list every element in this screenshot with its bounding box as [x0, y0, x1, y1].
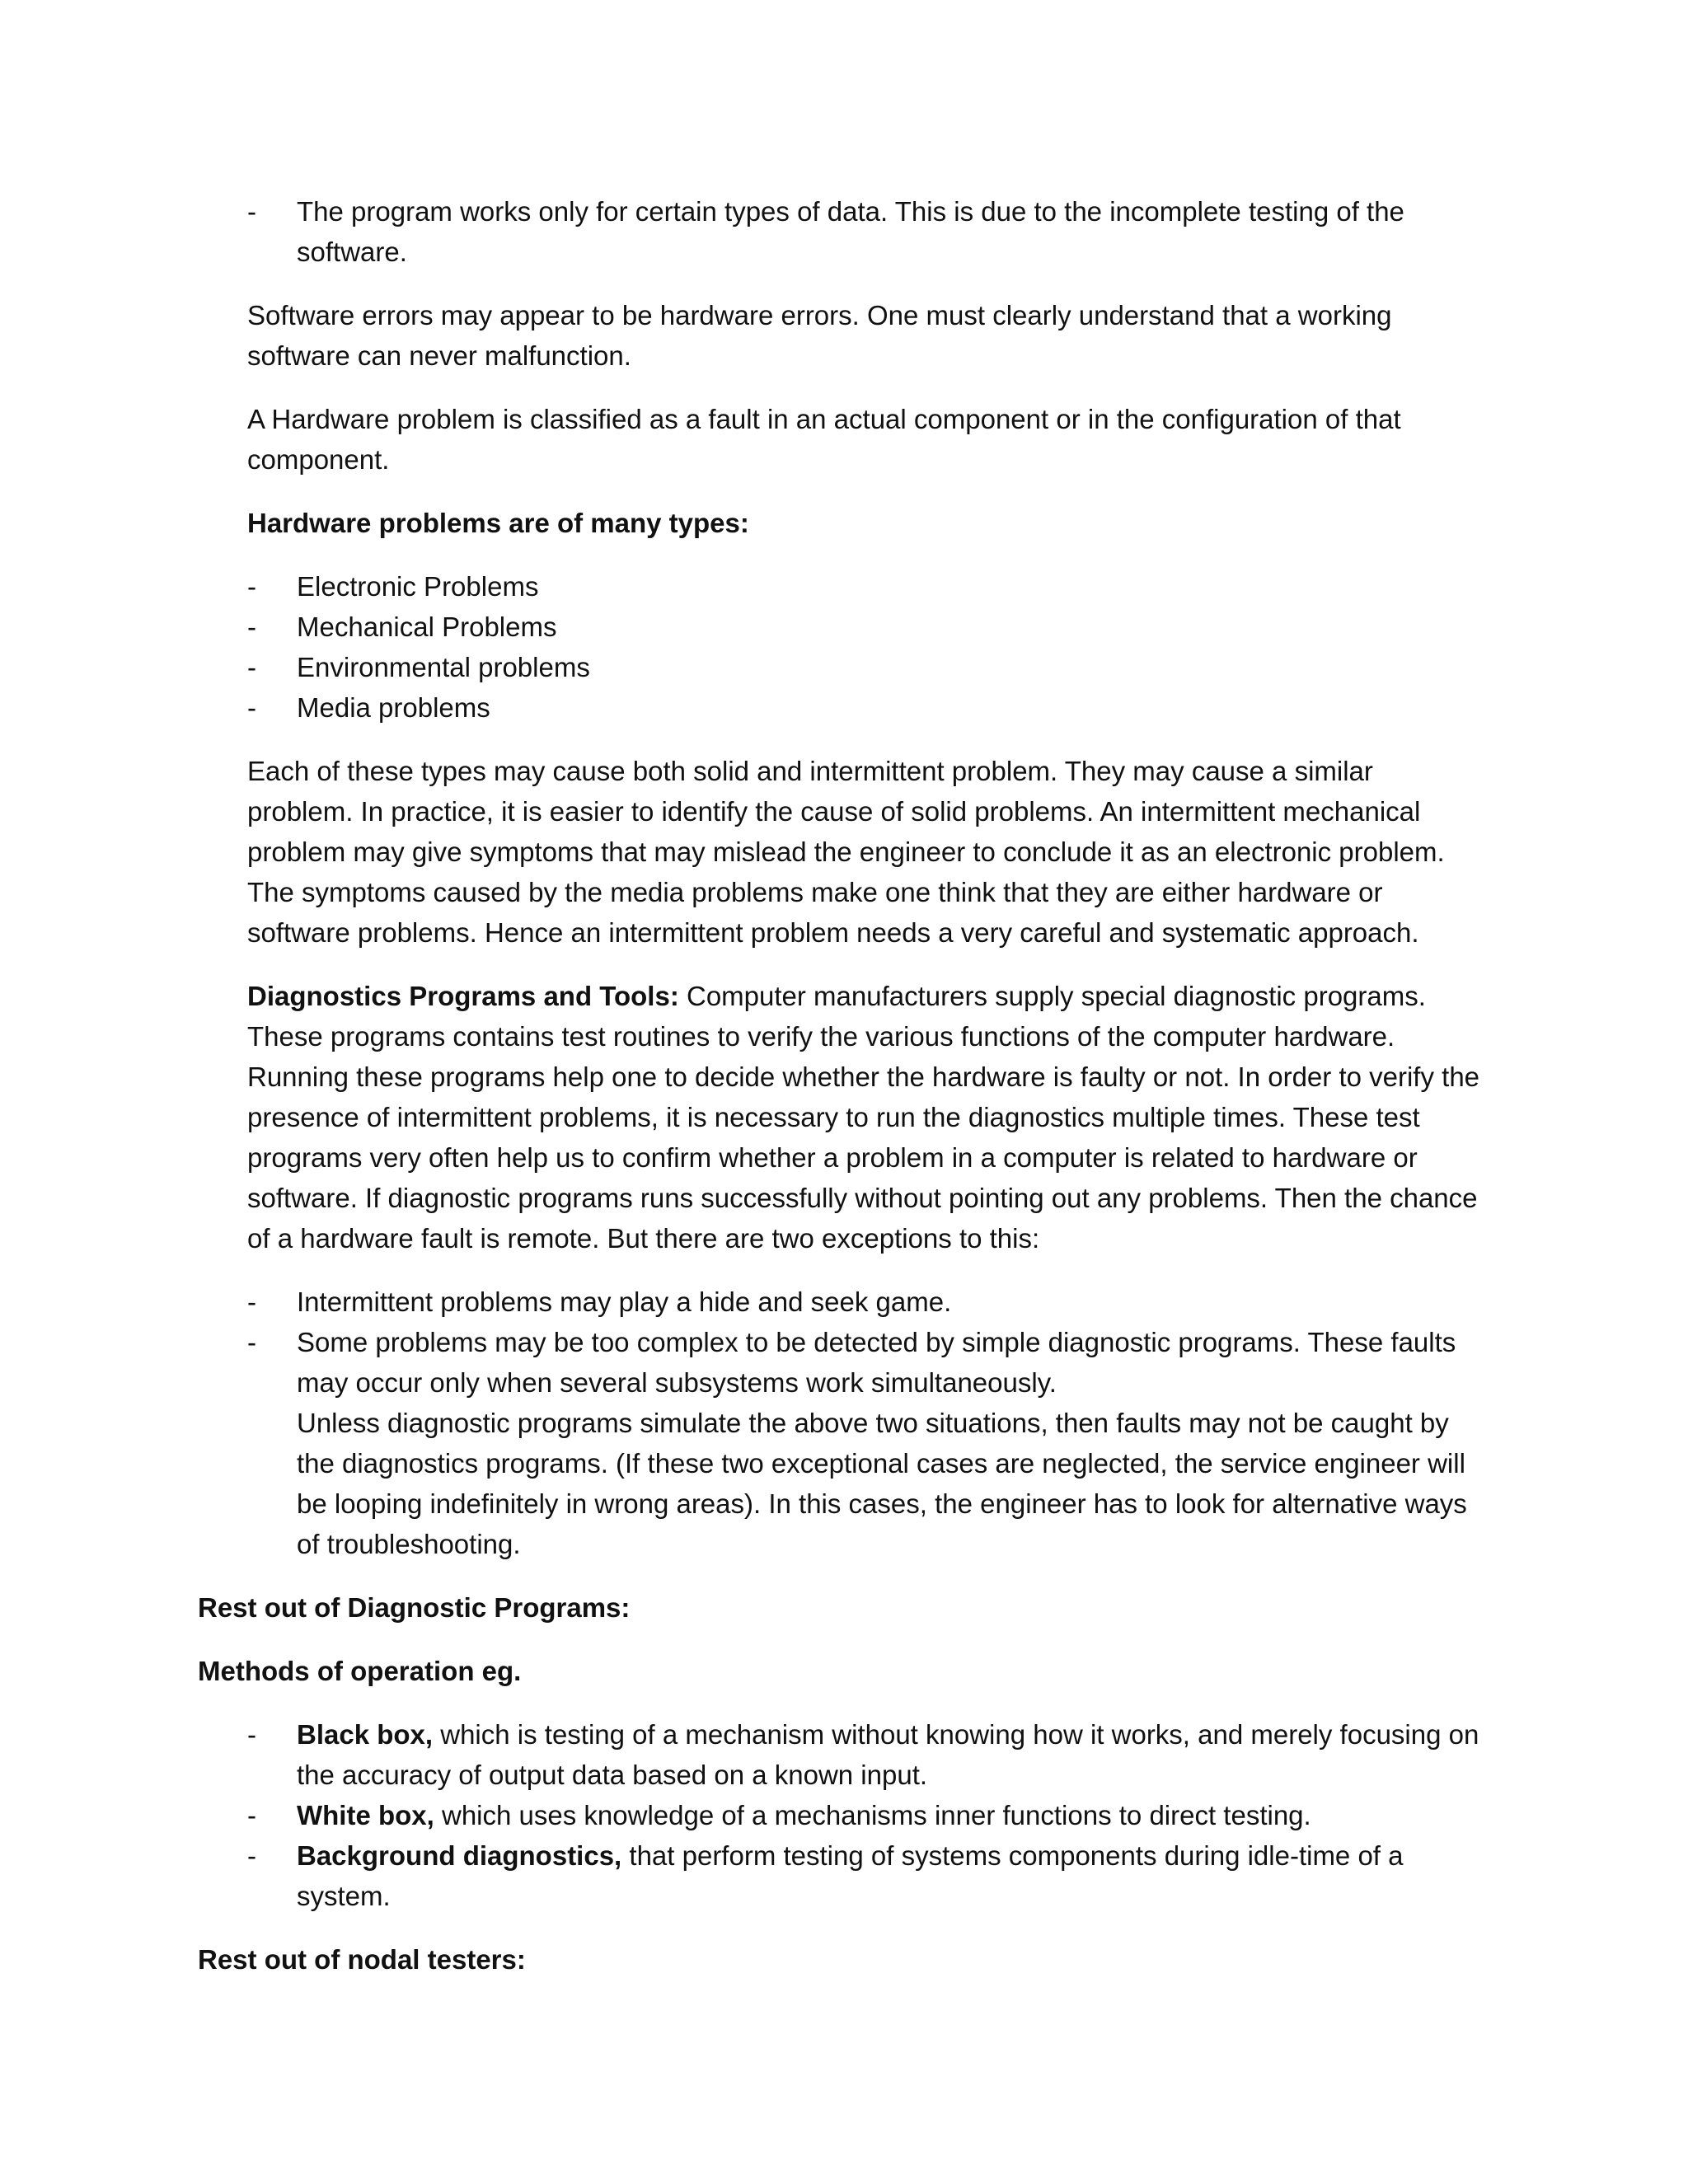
- list-item: [247, 687, 1484, 728]
- dash-bullet: -: [247, 1800, 256, 1830]
- list-item: [247, 191, 1484, 272]
- paragraph-text: Software errors may appear to be hardware errors. One must clearly understand that a working software can never malfunction.: [247, 300, 1392, 371]
- list-item: [247, 566, 1484, 607]
- method-label: Background diagnostics,: [297, 1840, 622, 1871]
- list-item-text: Electronic Problems: [297, 571, 539, 602]
- top-list: [247, 191, 1484, 272]
- list-item-continuation: Unless diagnostic programs simulate the above two situations, then faults may not be caught by the diagnostics programs. (If these two exceptional cases are neglected, the service engineer will be looping indefinitely in wrong areas). In this cases, the engineer has to look for alternative ways of troubleshooting.: [297, 1408, 1467, 1559]
- list-item-text: The program works only for certain types of data. This is due to the incomplete testing of the software.: [297, 196, 1404, 267]
- hardware-types-list: [247, 566, 1484, 728]
- method-label: White box,: [297, 1800, 434, 1830]
- dash-bullet: -: [247, 1719, 256, 1750]
- paragraph-text: A Hardware problem is classified as a fault in an actual component or in the configuration of that component.: [247, 404, 1401, 475]
- paragraph-text: [247, 976, 1484, 1258]
- method-text: that perform testing of systems components during idle-time of a system.: [297, 1840, 1404, 1911]
- dash-bullet: -: [247, 692, 256, 723]
- method-label: Black box,: [297, 1719, 434, 1750]
- heading-text: Rest out of nodal testers:: [198, 1944, 526, 1975]
- list-item: [247, 607, 1484, 647]
- list-item-text: Mechanical Problems: [297, 612, 557, 642]
- methods-list: [247, 1714, 1484, 1916]
- list-item: [247, 1714, 1484, 1795]
- heading-rest-nodal: [198, 1939, 1434, 1980]
- dash-bullet: -: [247, 1840, 256, 1871]
- list-item: [247, 647, 1484, 687]
- heading-methods: [198, 1651, 1434, 1691]
- list-item: [247, 1322, 1484, 1564]
- dash-bullet: -: [247, 1327, 256, 1357]
- list-item: [247, 1282, 1484, 1322]
- list-item-text: Intermittent problems may play a hide and seek game.: [297, 1286, 952, 1317]
- method-text: which uses knowledge of a mechanisms inner functions to direct testing.: [434, 1800, 1311, 1830]
- exceptions-list: [247, 1282, 1484, 1564]
- dash-bullet: -: [247, 196, 256, 227]
- heading-text: Hardware problems are of many types:: [247, 508, 749, 538]
- diagnostics-text: Computer manufacturers supply special diagnostic programs. These programs contains test routines to verify the various functions of the computer hardware. Running these programs help one to decide whether the hardware is faulty or not. In order to verify the presence of intermittent problems, it is necessary to run the diagnostics multiple times. These test programs very often help us to confirm whether a problem in a computer is related to hardware or software. If diagnostic programs runs successfully without pointing out any problems. Then the chance of a hardware fault is remote. But there are two exceptions to this:: [247, 981, 1480, 1254]
- diagnostics-label: Diagnostics Programs and Tools:: [247, 981, 679, 1011]
- document-page: [0, 191, 1688, 2003]
- list-item-text: Media problems: [297, 692, 490, 723]
- list-item: [247, 1795, 1484, 1835]
- paragraph-text: Each of these types may cause both solid and intermittent problem. They may cause a similar problem. In practice, it is easier to identify the cause of solid problems. An intermittent mechanical problem may give symptoms that may mislead the engineer to conclude it as an electronic problem. The symptoms caused by the media problems make one think that they are either hardware or software problems. Hence an intermittent problem needs a very careful and systematic approach.: [247, 756, 1445, 948]
- heading-text: Methods of operation eg.: [198, 1656, 522, 1686]
- list-item: [247, 1835, 1484, 1916]
- paragraph-software-errors: [247, 295, 1484, 376]
- dash-bullet: -: [247, 612, 256, 642]
- list-item-text: Environmental problems: [297, 652, 590, 682]
- heading-text: Rest out of Diagnostic Programs:: [198, 1592, 631, 1623]
- heading-rest-diagnostic: [198, 1587, 1434, 1628]
- paragraph-diagnostics: [247, 976, 1484, 1258]
- paragraph-each-type: [247, 751, 1484, 953]
- list-item-text: Some problems may be too complex to be detected by simple diagnostic programs. These faults may occur only when several subsystems work simultaneously.: [297, 1327, 1456, 1398]
- dash-bullet: -: [247, 571, 256, 602]
- paragraph-hardware-problem: [247, 399, 1484, 480]
- dash-bullet: -: [247, 1286, 256, 1317]
- hardware-types-heading: [247, 503, 1484, 543]
- dash-bullet: -: [247, 652, 256, 682]
- method-text: which is testing of a mechanism without knowing how it works, and merely focusing on the accuracy of output data based on a known input.: [297, 1719, 1479, 1790]
